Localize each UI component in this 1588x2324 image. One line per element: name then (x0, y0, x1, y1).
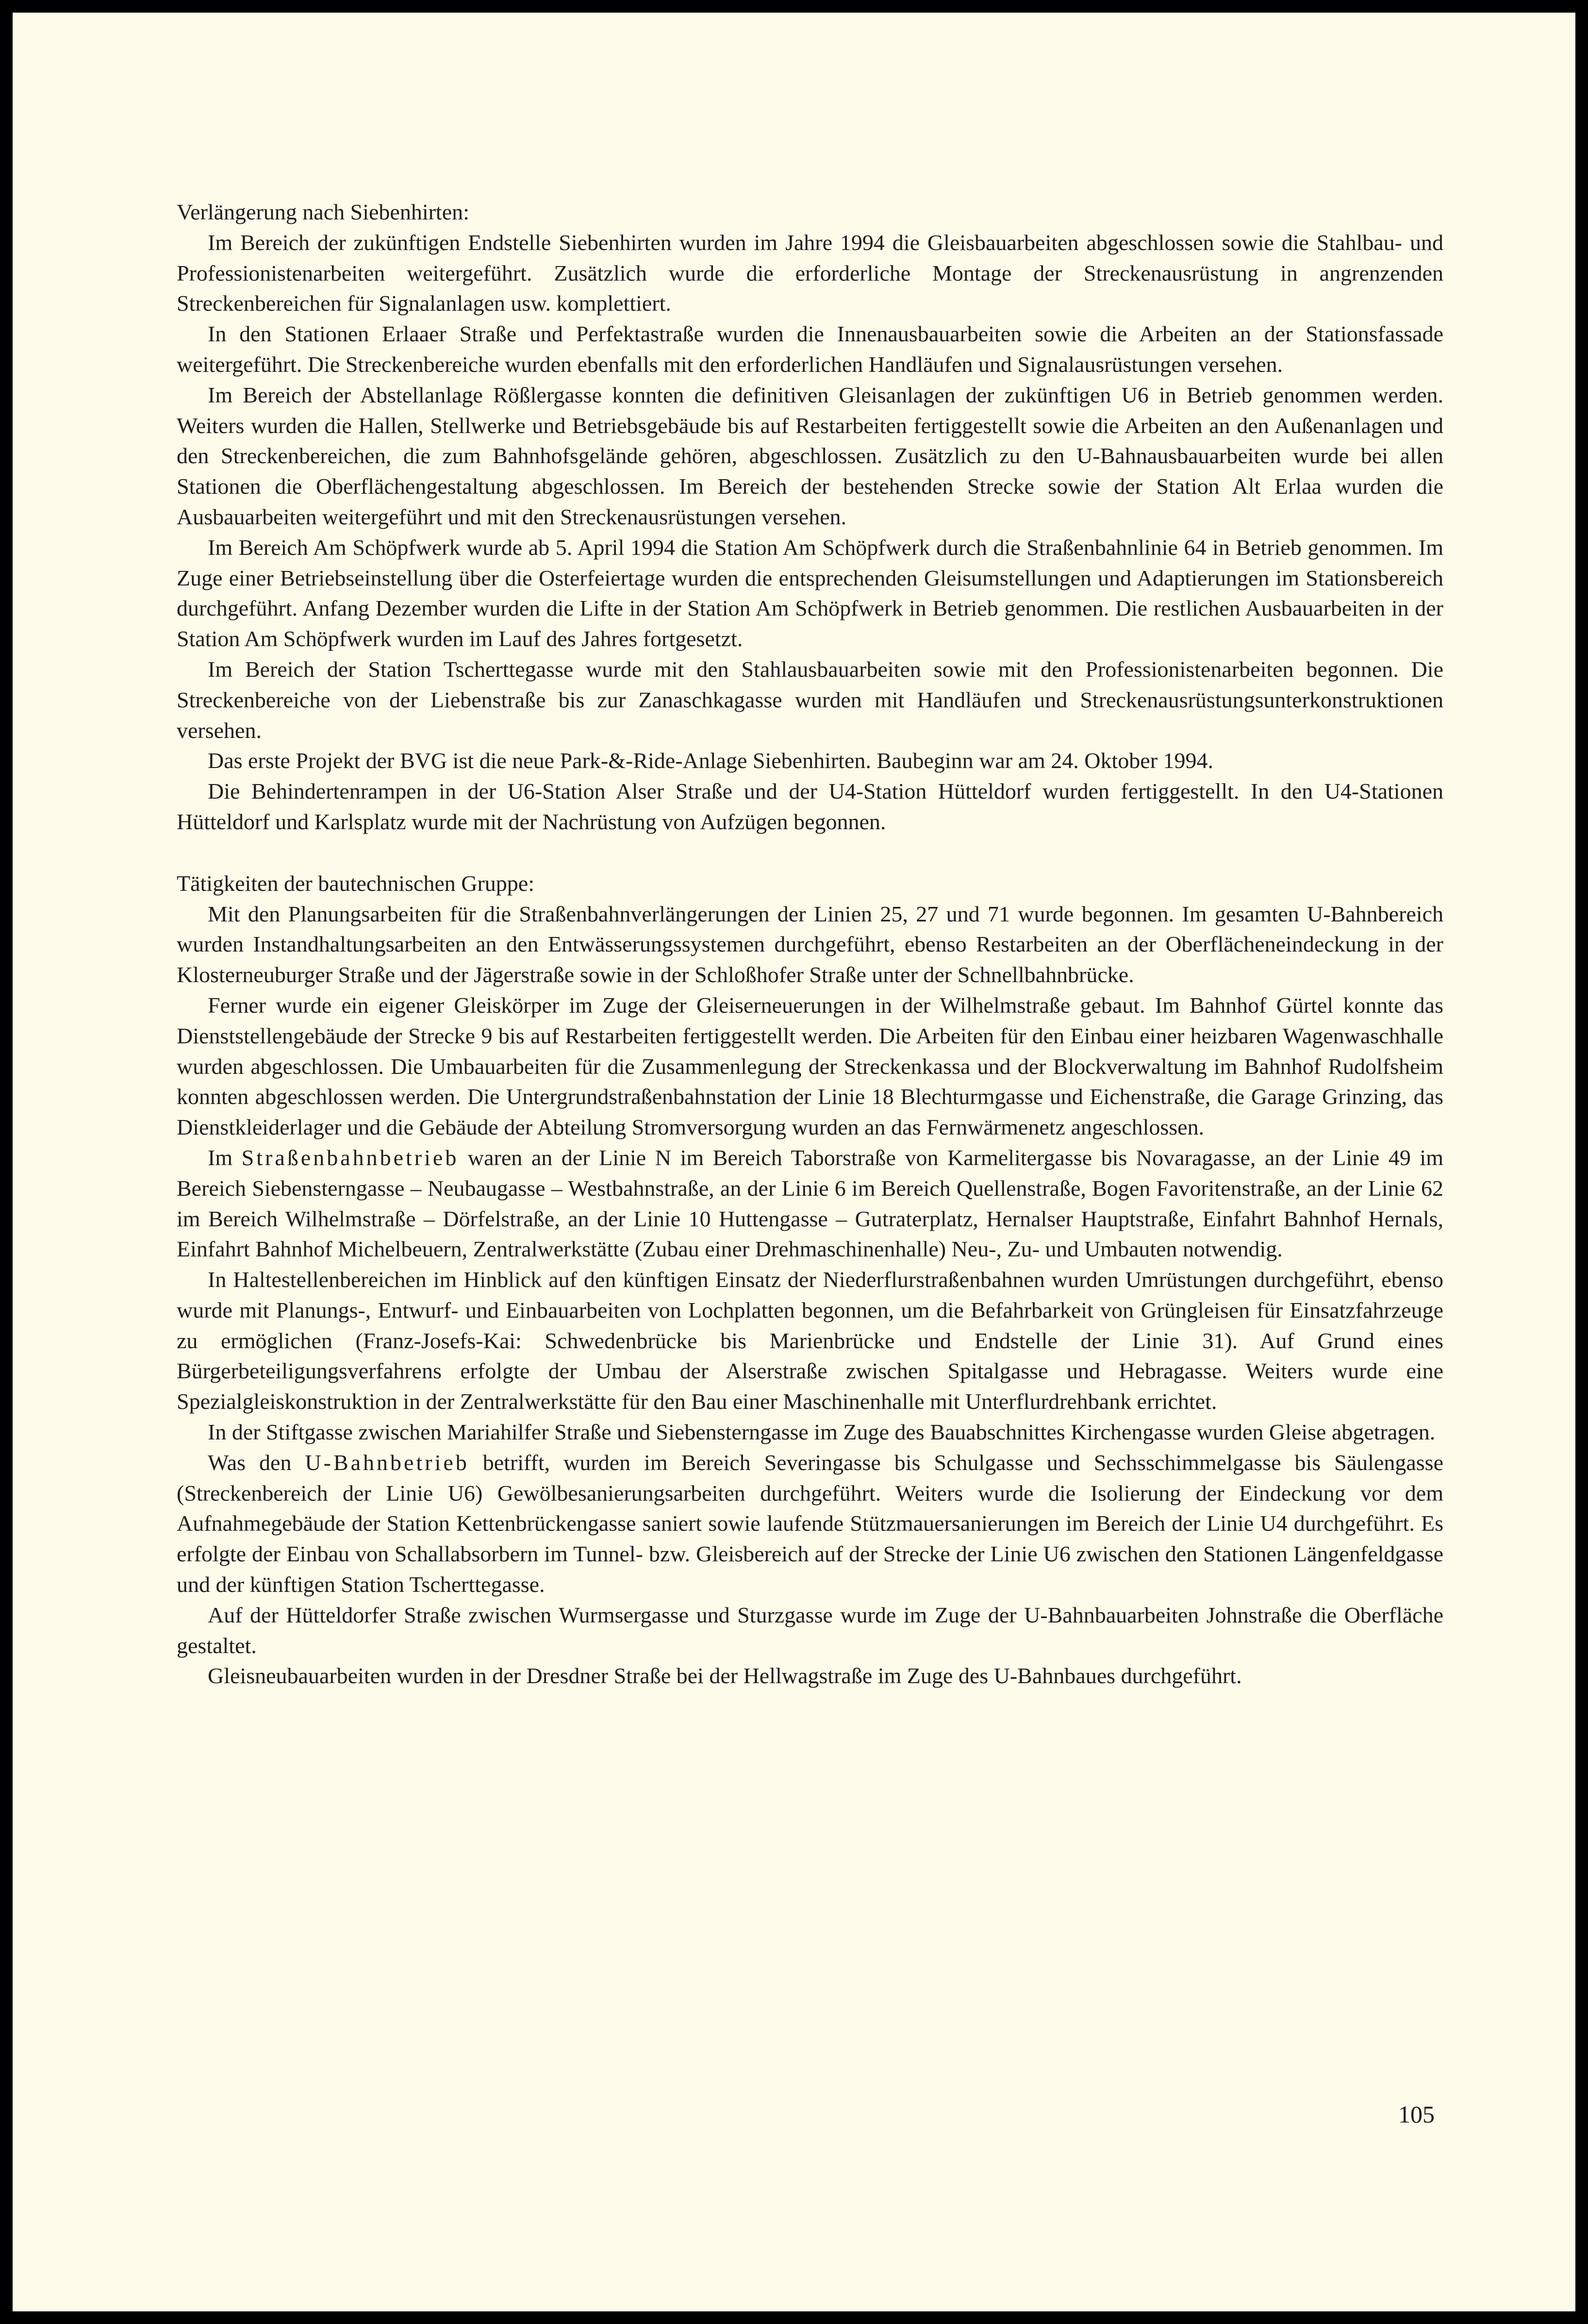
paragraph: Im Bereich der Station Tscherttegasse wurde mit den Stahlausbauarbeiten sowie mit den Professionistenarbeiten begonnen. Die Streckenbereiche von der Liebenstraße bis zur Zanaschkagasse wurden mit Handläufen und Streckenausrüstungsunterkonstruktionen versehen. (177, 656, 1443, 743)
paragraph: In der Stiftgasse zwischen Mariahilfer Straße und Siebensterngasse im Zuge des Bauabschnittes Kirchengasse wurden Gleise abgetragen. (208, 1420, 1436, 1445)
paragraph: Das erste Projekt der BVG ist die neue Park-&-Ride-Anlage Siebenhirten. Baubeginn war am 24. Oktober 1994. (208, 748, 1214, 773)
paragraph: Ferner wurde ein eigener Gleiskörper im Zuge der Gleiserneuerungen in der Wilhelmstraße gebaut. Im Bahnhof Gürtel konnte das Dienststellengebäude der Strecke 9 bis auf Restarbeiten fertiggestellt werden. Die Arbeiten für den Einbau einer heizbaren Wagenwaschhalle wurden abgeschlossen. Die Umbauarbeiten für die Zusammenlegung der Streckenkassa und der Blockverwaltung im Bahnhof Rudolfsheim konnten abgeschlossen werden. Die Untergrundstraßenbahnstation der Linie 18 Blechturmgasse und Eichenstraße, die Garage Grinzing, das Dienstkleiderlager und die Gebäude der Abteilung Stromversorgung wurden an das Fernwärmenetz angeschlossen. (177, 992, 1443, 1140)
paragraph: Gleisneubauarbeiten wurden in der Dresdner Straße bei der Hellwagstraße im Zuge des U-Bahnbaues durchgeführt. (208, 1663, 1242, 1689)
paragraph: Im Bereich der Abstellanlage Rößlergasse konnten die definitiven Gleisanlagen der zukünftigen U6 in Betrieb genommen werden. Weiters wurden die Hallen, Stellwerke und Betriebsgebäude bis auf Restarbeiten fertiggestellt sowie die Arbeiten an den Außenanlagen und den Streckenbereichen, die zum Bahnhofsgelände gehören, abgeschlossen. Zusätzlich zu den U-Bahnausbauarbeiten wurde bei allen Stationen die Oberflächengestaltung abgeschlossen. Im Bereich der bestehenden Strecke sowie der Station Alt Erlaa wurden die Ausbauarbeiten weitergeführt und mit den Streckenausrüstungen versehen. (177, 382, 1443, 529)
paragraph: In Haltestellenbereichen im Hinblick auf den künftigen Einsatz der Niederflurstraßenbahnen wurden Umrüstungen durchgeführt, ebenso wurde mit Planungs-, Entwurf- und Einbauarbeiten von Lochplatten begonnen, um die Befahrbarkeit von Grüngleisen für Einsatzfahrzeuge zu ermöglichen (Franz-Josefs-Kai: Schwedenbrücke bis Marienbrücke und Endstelle der Linie 31). Auf Grund eines Bürgerbeteiligungsverfahrens erfolgte der Umbau der Alserstraße zwischen Spitalgasse und Hebragasse. Weiters wurde eine Spezialgleiskonstruktion in der Zentralwerkstätte für den Bau einer Maschinenhalle mit Unterflurdrehbank errichtet. (177, 1267, 1443, 1414)
paragraph: Auf der Hütteldorfer Straße zwischen Wurmsergasse und Sturzgasse wurde im Zuge der U-Bahnbauarbeiten Johnstraße die Oberfläche gestaltet. (177, 1602, 1443, 1658)
paragraph: Die Behindertenrampen in der U6-Station Alser Straße und der U4-Station Hütteldorf wurden fertiggestellt. In den U4-Stationen Hütteldorf und Karlsplatz wurde mit der Nachrüstung von Aufzügen begonnen. (177, 779, 1443, 834)
paragraph-text: Was den (208, 1450, 305, 1475)
section-heading: Tätigkeiten der bautechnischen Gruppe: (177, 870, 534, 896)
paragraph (177, 1143, 1443, 1265)
section-verlaengerung-siebenhirten (177, 197, 1443, 837)
paragraph: Im Bereich Am Schöpfwerk wurde ab 5. April 1994 die Station Am Schöpfwerk durch die Straßenbahnlinie 64 in Betrieb genommen. Im Zuge einer Betriebseinstellung über die Osterfeiertage wurden die entsprechenden Gleisumstellungen und Adaptierungen im Stationsbereich durchgeführt. Anfang Dezember wurden die Lifte in der Station Am Schöpfwerk in Betrieb genommen. Die restlichen Ausbauarbeiten in der Station Am Schöpfwerk wurden im Lauf des Jahres fortgesetzt. (177, 535, 1443, 652)
paragraph-text: waren an der Linie N im Bereich Taborstraße von Karmelitergasse bis Novaragasse, an der Linie 49 im Bereich Siebensterngasse – Neubaugasse – Westbahnstraße, an der Linie 6 im Bereich Quellenstraße, Bogen Favoritenstraße, an der Linie 62 im Bereich Wilhelmstraße – Dörfelstraße, an der Linie 10 Huttengasse – Gutraterplatz, Hernalser Hauptstraße, Einfahrt Bahnhof Hernals, Einfahrt Bahnhof Michelbeuern, Zentralwerkstätte (Zubau einer Drehmaschinenhalle) Neu-, Zu- und Umbauten notwendig. (177, 1145, 1443, 1262)
spaced-term: U-Bahnbetrieb (305, 1450, 469, 1475)
section-heading: Verlängerung nach Siebenhirten: (177, 200, 469, 224)
document-page (13, 13, 1575, 2311)
paragraph (177, 1448, 1443, 1600)
paragraph-text: betrifft, wurden im Bereich Severingasse bis Schulgasse und Sechsschimmelgasse bis Säulengasse (Streckenbereich der Linie U6) Gewölbesanierungsarbeiten durchgeführt. Weiters wurde die Isolierung der Eindeckung vor dem Aufnahmegebäude der Station Kettenbrückengasse saniert sowie laufende Stützmauersanierungen im Bereich der Linie U4 durchgeführt. Es erfolgte der Einbau von Schallabsorbern im Tunnel- bzw. Gleisbereich auf der Strecke der Linie U6 zwischen den Stationen Längenfeldgasse und der künftigen Station Tscherttegasse. (177, 1450, 1443, 1597)
paragraph: In den Stationen Erlaaer Straße und Perfektastraße wurden die Innenausbauarbeiten sowie die Arbeiten an der Stationsfassade weitergeführt. Die Streckenbereiche wurden ebenfalls mit den erforderlichen Handläufen und Signalausrüstungen versehen. (177, 321, 1443, 377)
page-content (177, 197, 1443, 1691)
section-bautechnische-gruppe (177, 869, 1443, 1692)
paragraph: Mit den Planungsarbeiten für die Straßenbahnverlängerungen der Linien 25, 27 und 71 wurde begonnen. Im gesamten U-Bahnbereich wurden Instandhaltungsarbeiten an den Entwässerungssystemen durchgeführt, ebenso Restarbeiten an der Oberflächeneindeckung in der Klosterneuburger Straße und der Jägerstraße sowie in der Schloßhofer Straße unter der Schnellbahnbrücke. (177, 901, 1443, 987)
paragraph-text: Im (208, 1145, 242, 1170)
paragraph: Im Bereich der zukünftigen Endstelle Siebenhirten wurden im Jahre 1994 die Gleisbauarbeiten abgeschlossen sowie die Stahlbau- und Professionistenarbeiten weitergeführt. Zusätzlich wurde die erforderliche Montage der Streckenausrüstung in angrenzenden Streckenbereichen für Signalanlagen usw. komplettiert. (177, 230, 1443, 316)
spaced-term: Straßenbahnbetrieb (241, 1145, 459, 1170)
page-number: 105 (1398, 2101, 1435, 2128)
